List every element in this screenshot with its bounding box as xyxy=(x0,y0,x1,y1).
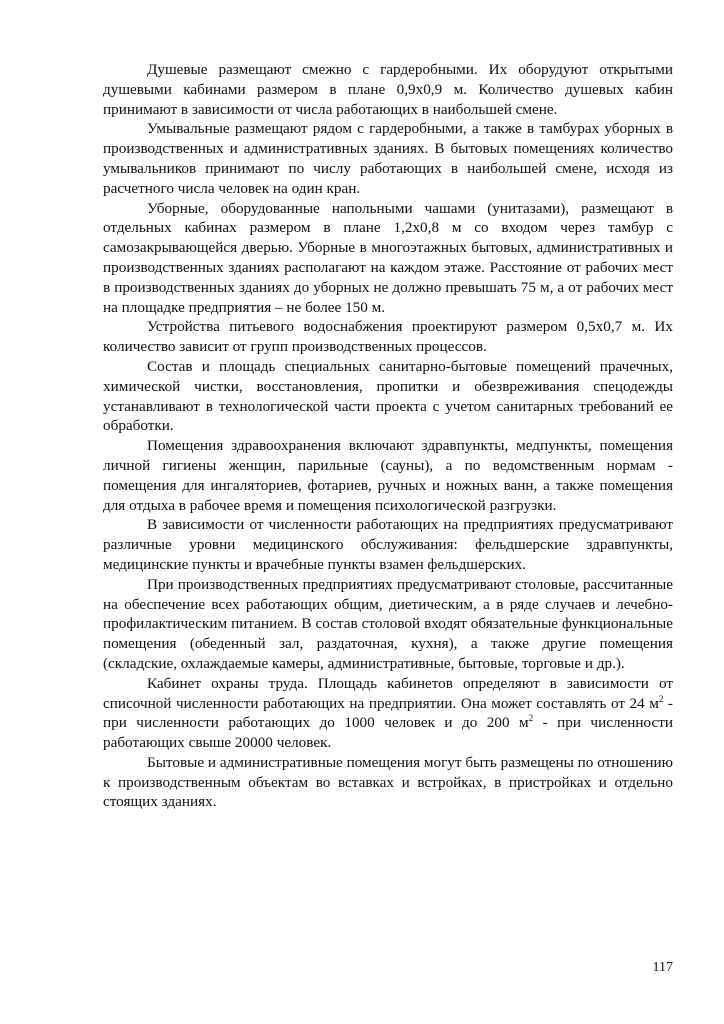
page-number: 117 xyxy=(652,960,673,975)
paragraph-showers: Душевые размещают смежно с гардеробными. Их оборудуют открытыми душевыми кабинами размером в плане 0,9х0,9 м. Количество душевых кабин принимают в зависимости от числа работающих в наибольшей смене. xyxy=(103,61,673,118)
paragraph-placement: Бытовые и административные помещения могут быть размещены по отношению к производственным объектам во вставках и встройках, в пристройках и отдельно стоящих зданиях. xyxy=(103,753,673,811)
paragraph-health-rooms: Помещения здравоохранения включают здравпункты, медпункты, помещения личной гигиены женщин, парильные (сауны), а по ведомственным нормам - помещения для ингаляториев, фотариев, ручных и ножных ванн, а также помещения для отдыха в рабочее время и помещения психологической разгрузки. xyxy=(103,437,673,514)
paragraph-safety-office xyxy=(103,674,673,753)
document-body xyxy=(103,60,673,812)
safety-office-text-3: - при численности работающих свыше 20000 человек. xyxy=(103,714,673,752)
superscript-2-second: 2 xyxy=(528,713,534,724)
safety-office-text-2: - при численности работающих до 1000 человек и до 200 м xyxy=(103,694,673,732)
paragraph-medical-service: В зависимости от численности работающих на предприятиях предусматривают различные уровни медицинского обслуживания: фельдшерские здравпункты, медицинские пункты и врачебные пункты взамен фельдшерских. xyxy=(103,516,673,573)
paragraph-toilets: Уборные, оборудованные напольными чашами (унитазами), размещают в отдельных кабинах размером в плане 1,2х0,8 м со входом через тамбур с самозакрывающейся дверью. Уборные в многоэтажных бытовых, административных и производственных зданиях располагают на каждом этаже. Расстояние от рабочих мест в производственных зданиях до уборных не должно превышать 75 м, а от рабочих мест на площадке предприятия – не более 150 м. xyxy=(103,199,673,316)
paragraph-washrooms: Умывальные размещают рядом с гардеробными, а также в тамбурах уборных в производственных и административных зданиях. В бытовых помещениях количество умывальников принимают по числу работающих в наибольшей смене, исходя из расчетного числа человек на один кран. xyxy=(103,120,673,197)
paragraph-drinking-water: Устройства питьевого водоснабжения проектируют размером 0,5х0,7 м. Их количество зависит от групп производственных процессов. xyxy=(103,318,673,356)
superscript-2: 2 xyxy=(658,693,664,704)
paragraph-canteens: При производственных предприятиях предусматривают столовые, рассчитанные на обеспечение всех работающих общим, диетическим, а в ряде случаев и лечебно-профилактическим питанием. В состав столовой входят обязательные функциональные помещения (обеденный зал, раздаточная, кухня), а также другие помещения (складские, охлаждаемые камеры, административные, бытовые, торговые и др.). xyxy=(103,575,673,672)
safety-office-text-1: Кабинет охраны труда. Площадь кабинетов определяют в зависимости от списочной численности работающих на предприятии. Она может составлять от 24 м xyxy=(103,674,673,712)
paragraph-special-rooms: Состав и площадь специальных санитарно-бытовые помещений прачечных, химической чистки, восстановления, пропитки и обезвреживания спецодежды устанавливают в технологической части проекта с учетом санитарных требований ее обработки. xyxy=(103,357,673,435)
